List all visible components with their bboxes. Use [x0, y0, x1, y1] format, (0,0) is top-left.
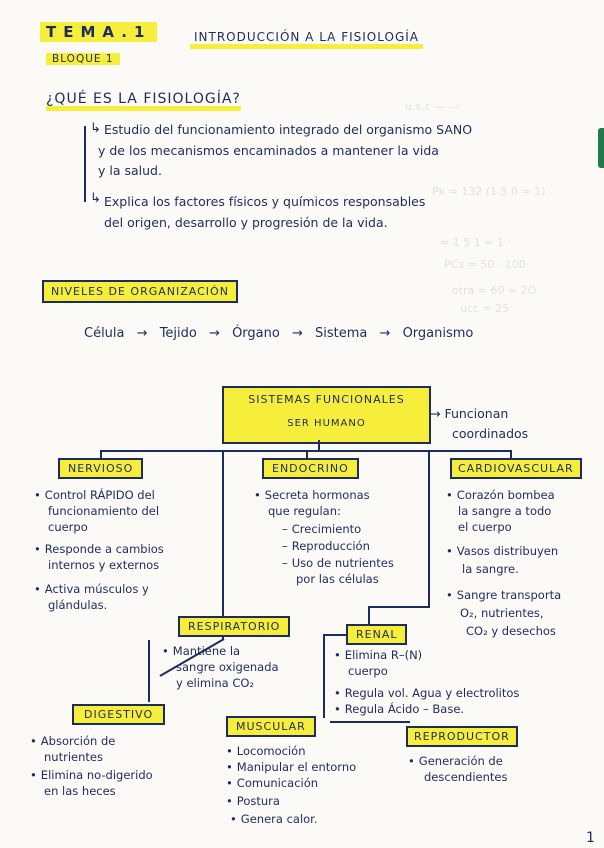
tree-line-muscular: [323, 634, 325, 718]
nervioso-item: internos y externos: [48, 558, 160, 572]
systems-subtitle: SER HUMANO: [287, 418, 366, 429]
cardiovascular-item: la sangre.: [462, 562, 519, 576]
page-number: 1: [586, 830, 595, 846]
digestivo-item: nutrientes: [44, 750, 103, 764]
level-organo: Órgano: [232, 326, 280, 341]
muscular-item: • Postura: [226, 794, 280, 809]
digestivo-item: • Elimina no-digerido: [30, 768, 153, 783]
definition-line-1: Estudio del funcionamiento integrado del organismo SANO: [104, 122, 473, 137]
nervioso-item: cuerpo: [48, 520, 88, 534]
endocrino-sub: – Crecimiento: [282, 522, 361, 537]
arrow-icon: →: [291, 326, 303, 341]
endocrino-sub: – Uso de nutrientes: [282, 556, 394, 571]
explain-line-2: del origen, desarrollo y progresión de la vida.: [104, 215, 388, 230]
cardiovascular-item: O₂, nutrientes,: [460, 606, 544, 620]
tree-line-renal-h: [368, 606, 430, 608]
tree-line-renal: [428, 450, 430, 608]
level-celula: Célula: [84, 326, 125, 341]
arrow-glyph-2: ↳: [90, 191, 101, 206]
cardiovascular-item: • Corazón bombea: [446, 488, 555, 503]
muscular-item: • Locomoción: [226, 744, 305, 759]
tree-line-reproductor: [330, 721, 410, 723]
arrow-glyph-1: ↳: [90, 121, 101, 136]
renal-item: • Regula Ácido – Base.: [334, 702, 464, 717]
respiratorio-box: RESPIRATORIO: [178, 616, 290, 637]
digestivo-item: en las heces: [44, 784, 116, 798]
bracket-line: [84, 126, 86, 202]
tree-line-renal-v: [368, 606, 370, 626]
levels-chain: [84, 325, 473, 342]
nervioso-item: • Control RÁPIDO del: [34, 488, 155, 503]
nervioso-item: glándulas.: [48, 598, 108, 612]
muscular-item: • Genera calor.: [230, 812, 318, 827]
systems-title: SISTEMAS FUNCIONALES: [248, 393, 405, 406]
endocrino-item: que regulan:: [268, 504, 341, 518]
tree-line-muscular-h: [323, 634, 347, 636]
notebook-page: u.s.c — — Pk = 132 (1 5 0 = 1) = 1 5 1 = 1 · PCs = 50 · 100 otra = 60 = 2O ucc = 25 TEMA.1 BLOQUE 1 INTRODUCCIÓN A LA FISIOLOGÍA ¿QUÉ ES LA FISIOLOGÍA? ↳ Estudio del funcionamiento integrado del organismo SANO y de los mecanismos encaminados a mantener la vida y la salud. ↳ Explica los factores físicos y químicos responsables del origen, desarrollo y progresión de la vida. NIVELES DE ORGANIZACIÓN Célula → Tejido → Órgano → Sistema → Organismo SISTEMAS FUNCIONALES SER HUMANO → Funcionan coordinados NERVIOSO • Control RÁPIDO del funcionamiento del cuerpo • Responde a cambios internos y externos • Activa músculos y glándulas. ENDOCRINO • Secreta hormonas que regulan: – Crecimiento – Reproducción – Uso de nutrientes por las células CARDIOVASCULAR • Corazón bombea la sangre a todo el cuerpo • Vasos distribuyen la sangre. • Sangre transporta O₂, nutrientes, CO₂ y desechos RESPIRATORIO • Mantiene la sangre oxigenada y elimina CO₂ RENAL • Elimina R–(N) cuerpo • Regula vol. Agua y electrolitos • Regula Ácido – Base. DIGESTIVO • Absorción de nutrientes • Elimina no-digerido en las heces MUSCULAR • Locomoción • Manipular el entorno • Comunicación • Postura • Genera calor. REPRODUCTOR • Generación de descendientes 1: [0, 0, 604, 848]
page-title: INTRODUCCIÓN A LA FISIOLOGÍA: [190, 30, 423, 49]
digestivo-item: • Absorción de: [30, 734, 115, 749]
page-tab-edge: [598, 128, 604, 168]
cardiovascular-item: la sangre a todo: [458, 504, 552, 518]
muscular-item: • Manipular el entorno: [226, 760, 356, 775]
respiratorio-item: sangre oxigenada: [176, 660, 279, 674]
systems-note-1: Funcionan: [444, 406, 509, 421]
level-organismo: Organismo: [402, 326, 474, 341]
muscular-box: MUSCULAR: [226, 716, 316, 737]
reproductor-item: descendientes: [424, 770, 508, 784]
cardiovascular-item: CO₂ y desechos: [466, 624, 556, 638]
endocrino-box: ENDOCRINO: [262, 458, 359, 479]
endocrino-item: • Secreta hormonas: [254, 488, 370, 503]
nervioso-box: NERVIOSO: [58, 458, 143, 479]
arrow-icon: →: [136, 326, 148, 341]
levels-heading: NIVELES DE ORGANIZACIÓN: [42, 280, 238, 303]
renal-item: • Regula vol. Agua y electrolitos: [334, 686, 519, 701]
tema-label: TEMA.1: [40, 22, 157, 42]
tree-stem: [318, 440, 320, 451]
cardiovascular-item: • Sangre transporta: [446, 588, 561, 603]
definition-line-2: y de los mecanismos encaminados a mantener la vida: [98, 143, 439, 158]
respiratorio-item: y elimina CO₂: [176, 676, 255, 690]
arrow-icon: →: [209, 326, 220, 341]
renal-item: • Elimina R–(N): [334, 648, 422, 663]
renal-item: cuerpo: [348, 664, 388, 678]
tree-line-digestivo-v: [148, 640, 150, 702]
nervioso-item: funcionamiento del: [48, 504, 160, 518]
endocrino-sub: por las células: [296, 572, 379, 586]
cardiovascular-item: • Vasos distribuyen: [446, 544, 558, 559]
endocrino-sub: – Reproducción: [282, 539, 370, 554]
level-tejido: Tejido: [159, 326, 197, 341]
arrow-icon: →: [379, 326, 391, 341]
explain-line-1: Explica los factores físicos y químicos responsables: [104, 194, 426, 209]
nervioso-item: • Activa músculos y: [34, 582, 149, 597]
tree-line-respiratorio: [222, 450, 224, 640]
nervioso-item: • Responde a cambios: [34, 542, 164, 557]
systems-note: [430, 405, 508, 422]
systems-box: [222, 386, 431, 444]
digestivo-box: DIGESTIVO: [72, 704, 165, 725]
reproductor-item: • Generación de: [408, 754, 503, 769]
arrow-icon: →: [430, 406, 445, 421]
renal-box: RENAL: [346, 624, 407, 645]
systems-note-2: coordinados: [452, 426, 529, 441]
cardiovascular-box: CARDIOVASCULAR: [450, 458, 582, 479]
question-heading: ¿QUÉ ES LA FISIOLOGÍA?: [46, 91, 241, 107]
muscular-item: • Comunicación: [226, 776, 318, 791]
bloque-label: BLOQUE 1: [46, 53, 120, 65]
respiratorio-item: • Mantiene la: [162, 644, 240, 659]
reproductor-box: REPRODUCTOR: [406, 726, 518, 747]
level-sistema: Sistema: [315, 326, 368, 341]
cardiovascular-item: el cuerpo: [458, 520, 512, 534]
definition-line-3: y la salud.: [98, 163, 162, 178]
